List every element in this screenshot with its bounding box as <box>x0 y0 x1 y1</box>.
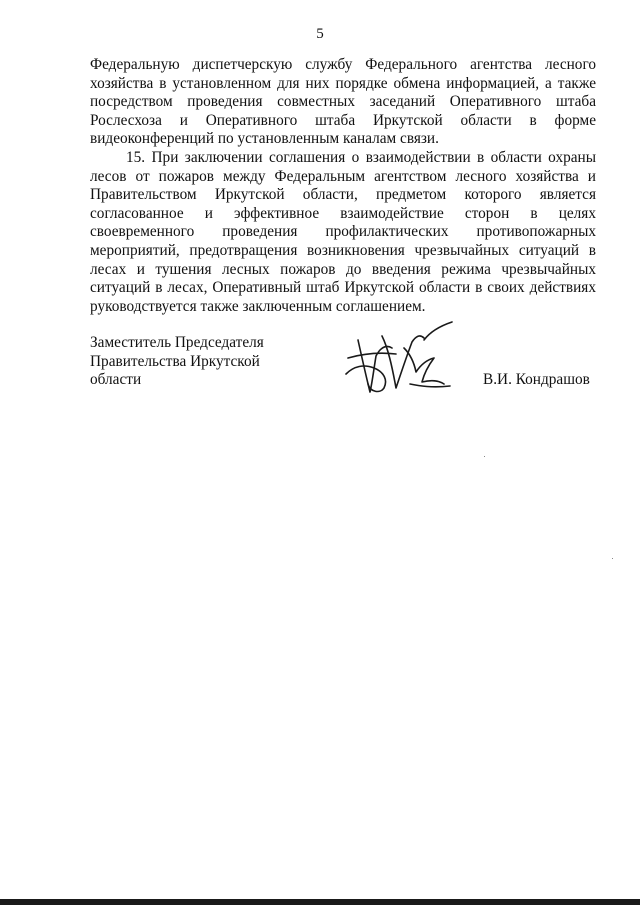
scan-bottom-edge <box>0 899 640 905</box>
signer-title-line: Заместитель Председателя <box>90 334 264 351</box>
signer-title-line: Правительства Иркутской <box>90 352 260 370</box>
signer-name: В.И. Кондрашов <box>483 371 590 388</box>
page-number: 5 <box>316 26 324 42</box>
paragraph-15: 15. При заключении соглашения о взаимодействии в области охраны лесов от пожаров между Федеральным агентством лесного хозяйства и Правительством Иркутской области, предметом которого является согласованное и эффективное взаимодействие сторон в целях своевременного проведения профилактических противопожарных мероприятий, предотвращения возникновения чрезвычайных ситуаций в лесах и тушения лесных пожаров до введения режима чрезвычайных ситуаций в лесах, Оперативный штаб Иркутской области в своих действиях руководствуется также заключенным соглашением. <box>90 148 596 315</box>
signer-title <box>90 334 310 390</box>
scan-artifact <box>612 558 613 559</box>
signer-title-line: области <box>90 371 142 389</box>
paragraph-continuation: Федеральную диспетчерскую службу Федерального агентства лесного хозяйства в установленном для них порядке обмена информацией, а также посредством проведения совместных заседаний Оперативного штаба Рослесхоза и Оперативного штаба Иркутской области в форме видеоконференций по установленным каналам связи. <box>90 56 596 148</box>
scan-artifact <box>484 456 485 457</box>
handwritten-signature <box>340 318 460 398</box>
document-body <box>90 56 596 316</box>
